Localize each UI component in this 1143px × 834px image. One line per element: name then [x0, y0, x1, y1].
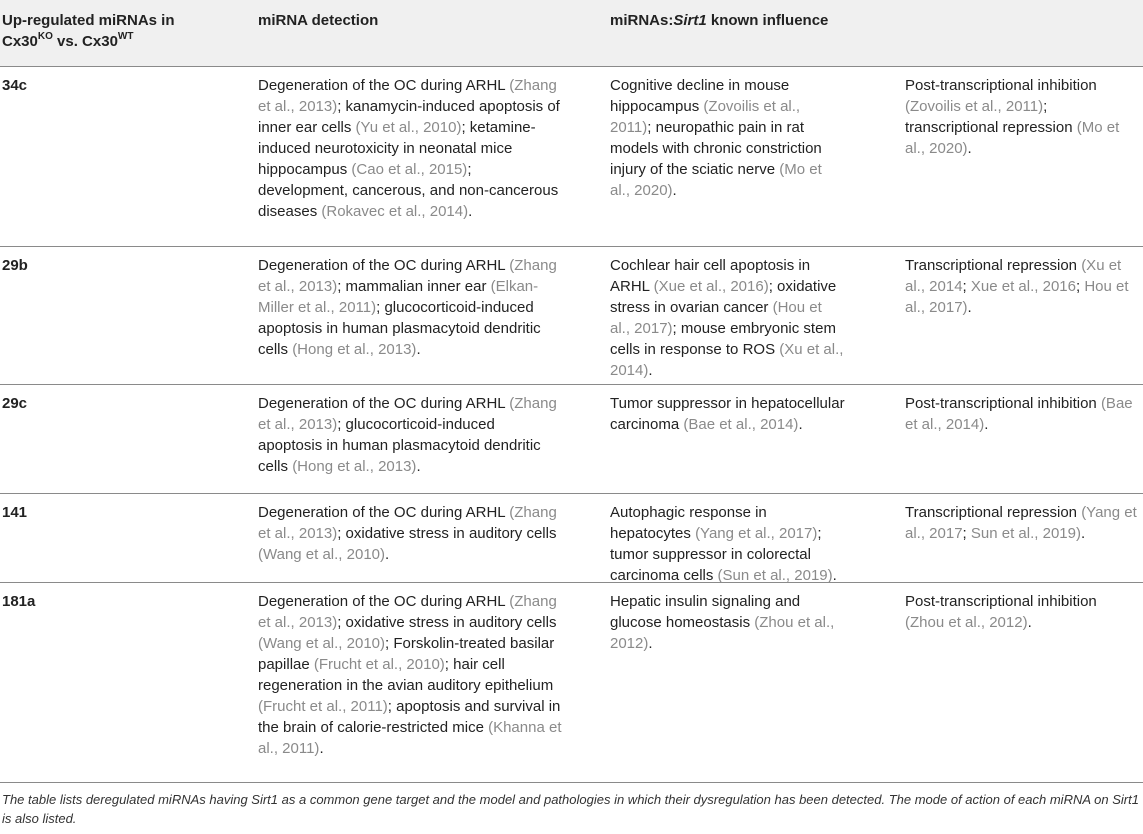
- citation-link[interactable]: (Frucht et al., 2011): [258, 698, 388, 715]
- citation-link[interactable]: (Wang et al., 2010): [258, 546, 386, 563]
- citation-link[interactable]: (Rokavec et al., 2014): [321, 203, 469, 220]
- influence-cell: [610, 393, 845, 435]
- table-footnote: The table lists deregulated miRNAs having Sirt1 as a common gene target and the model and pathologies in which their dysregulation has been detected. The mode of action of each miRNA on Sirt1 is also listed.: [2, 792, 1139, 826]
- mirna-id: 34c: [2, 77, 28, 94]
- citation-link[interactable]: (Yang et al., 2017): [695, 525, 818, 542]
- header-upregulated-mirnas: [2, 10, 232, 52]
- citation-link[interactable]: Sun et al., 2019): [970, 525, 1081, 542]
- cell-text: ; hair cell regeneration in the avian auditory epithelium: [258, 656, 554, 694]
- mode-cell: [905, 255, 1140, 318]
- table-header: [0, 0, 1143, 67]
- citation-link[interactable]: (Zhou et al., 2012): [610, 614, 835, 652]
- cell-text: Degeneration of the OC during ARHL: [258, 593, 510, 610]
- mode-cell: [905, 502, 1140, 544]
- citation-link[interactable]: (Mo et al., 2020): [610, 161, 822, 199]
- citation-link[interactable]: (Zovoilis et al., 2011): [610, 98, 801, 136]
- mirna-id: 181a: [2, 593, 36, 610]
- detection-cell: [258, 393, 563, 477]
- cell-text: .: [984, 416, 989, 433]
- citation-link[interactable]: (Bae et al., 2014): [905, 395, 1133, 433]
- cell-text: .: [648, 362, 653, 379]
- cell-text: ; glucocorticoid-induced apoptosis in human plasmacytoid dendritic cells: [258, 416, 541, 475]
- citation-link[interactable]: (Zhang et al., 2013): [258, 257, 557, 295]
- cell-text: Cognitive decline in mouse hippocampus: [610, 77, 790, 115]
- cell-text: Degeneration of the OC during ARHL: [258, 257, 510, 274]
- header-col3-gene: Sirt1: [673, 12, 707, 29]
- cell-text: Post-transcriptional inhibition: [905, 77, 1097, 94]
- header-col3-pre: miRNAs:: [610, 12, 674, 29]
- citation-link[interactable]: (Cao et al., 2015): [351, 161, 468, 178]
- cell-text: Degeneration of the OC during ARHL: [258, 395, 510, 412]
- cell-text: ; development, cancerous, and non-cancerous diseases: [258, 161, 559, 220]
- cell-text: Cochlear hair cell apoptosis in ARHL: [610, 257, 811, 295]
- cell-text: Hepatic insulin signaling and glucose homeostasis: [610, 593, 801, 631]
- cell-text: ; glucocorticoid-induced apoptosis in human plasmacytoid dendritic cells: [258, 299, 541, 358]
- cell-text: ; neuropathic pain in rat models with chronic constriction injury of the sciatic nerve: [610, 119, 822, 178]
- cell-text: ; oxidative stress in ovarian cancer: [610, 278, 837, 316]
- citation-link[interactable]: Hou et al., 2017): [905, 278, 1129, 316]
- cell-text: ;: [962, 525, 971, 542]
- cell-text: .: [672, 182, 677, 199]
- cell-text: Degeneration of the OC during ARHL: [258, 77, 510, 94]
- cell-text: ; ketamine-induced neurotoxicity in neonatal mice hippocampus: [258, 119, 536, 178]
- header-sirt1-influence: [610, 10, 828, 31]
- header-sup-wt: WT: [117, 31, 134, 42]
- mirna-id: 141: [2, 504, 28, 521]
- citation-link[interactable]: (Bae et al., 2014): [683, 416, 799, 433]
- citation-link[interactable]: (Yu et al., 2010): [355, 119, 462, 136]
- header-cx30-a: Cx30: [2, 33, 38, 50]
- cell-text: .: [798, 416, 803, 433]
- citation-link[interactable]: (Hong et al., 2013): [292, 341, 417, 358]
- influence-cell: [610, 75, 845, 201]
- citation-link[interactable]: (Zhang et al., 2013): [258, 504, 557, 542]
- cell-text: Post-transcriptional inhibition: [905, 593, 1097, 610]
- cell-text: ;: [1075, 278, 1085, 295]
- cell-text: Post-transcriptional inhibition: [905, 395, 1101, 412]
- citation-link[interactable]: (Mo et al., 2020): [905, 119, 1120, 157]
- cell-text: ; kanamycin-induced apoptosis of inner ear cells: [258, 98, 560, 136]
- cell-text: ; oxidative stress in auditory cells: [337, 525, 557, 542]
- influence-cell: [610, 502, 845, 586]
- citation-link[interactable]: (Zhang et al., 2013): [258, 593, 557, 631]
- citation-link[interactable]: (Zhou et al., 2012): [905, 614, 1028, 631]
- citation-link[interactable]: (Khanna et al., 2011): [258, 719, 562, 757]
- cell-text: .: [1027, 614, 1032, 631]
- table-row: [0, 385, 1143, 494]
- citation-link[interactable]: (Frucht et al., 2010): [313, 656, 445, 673]
- citation-link[interactable]: (Elkan-Miller et al., 2011): [258, 278, 539, 316]
- influence-cell: [610, 591, 845, 654]
- mode-cell: [905, 393, 1140, 435]
- detection-cell: [258, 75, 563, 222]
- cell-text: .: [832, 567, 837, 584]
- detection-cell: [258, 591, 563, 759]
- header-col1-line1: Up-regulated miRNAs in: [2, 12, 175, 29]
- citation-link[interactable]: (Zovoilis et al., 2011): [905, 98, 1044, 115]
- citation-link[interactable]: (Hou et al., 2017): [610, 299, 822, 337]
- cell-text: Autophagic response in hepatocytes: [610, 504, 767, 542]
- cell-text: Transcriptional repression: [905, 257, 1082, 274]
- cell-text: Tumor suppressor in hepatocellular carcinoma: [610, 395, 845, 433]
- cell-text: .: [967, 140, 972, 157]
- mirna-id: 29b: [2, 257, 28, 274]
- cell-text: .: [468, 203, 473, 220]
- citation-link[interactable]: (Yang et al., 2017: [905, 504, 1137, 542]
- cell-text: ; tumor suppressor in colorectal carcinoma cells: [610, 525, 822, 584]
- detection-cell: [258, 255, 563, 360]
- citation-link[interactable]: (Zhang et al., 2013): [258, 395, 557, 433]
- cell-text: ; oxidative stress in auditory cells: [337, 614, 557, 631]
- cell-text: ; transcriptional repression: [905, 98, 1077, 136]
- cell-text: .: [1080, 525, 1086, 542]
- detection-cell: [258, 502, 563, 565]
- citation-link[interactable]: (Xu et al., 2014: [905, 257, 1122, 295]
- cell-text: ; mammalian inner ear: [337, 278, 491, 295]
- cell-text: ; apoptosis and survival in the brain of calorie-restricted mice: [258, 698, 561, 736]
- cell-text: .: [319, 740, 324, 757]
- cell-text: ;: [962, 278, 971, 295]
- cell-text: .: [648, 635, 653, 652]
- citation-link[interactable]: (Wang et al., 2010): [258, 635, 386, 652]
- cell-text: .: [967, 299, 972, 316]
- table-row: [0, 247, 1143, 385]
- citation-link[interactable]: (Xu et al., 2014): [610, 341, 844, 379]
- cell-text: Degeneration of the OC during ARHL: [258, 504, 510, 521]
- header-mirna-detection: miRNA detection: [258, 12, 379, 29]
- citation-link[interactable]: (Xue et al., 2016): [653, 278, 769, 295]
- mirna-id: 29c: [2, 395, 28, 412]
- cell-text: .: [416, 458, 421, 475]
- cell-text: ; mouse embryonic stem cells in response to ROS: [610, 320, 836, 358]
- cell-text: .: [416, 341, 421, 358]
- header-sup-ko: KO: [37, 31, 53, 42]
- table-row: [0, 67, 1143, 247]
- header-col3-post: known influence: [706, 12, 829, 29]
- header-cx30-b: vs. Cx30: [52, 33, 118, 50]
- citation-link[interactable]: Xue et al., 2016: [970, 278, 1076, 295]
- table-row: [0, 583, 1143, 783]
- citation-link[interactable]: (Hong et al., 2013): [292, 458, 417, 475]
- citation-link[interactable]: (Zhang et al., 2013): [258, 77, 557, 115]
- citation-link[interactable]: (Sun et al., 2019): [717, 567, 833, 584]
- influence-cell: [610, 255, 845, 381]
- cell-text: ; Forskolin-treated basilar papillae: [258, 635, 555, 673]
- mode-cell: [905, 591, 1140, 633]
- mode-cell: [905, 75, 1140, 159]
- cell-text: Transcriptional repression: [905, 504, 1082, 521]
- cell-text: .: [385, 546, 390, 563]
- table-row: [0, 494, 1143, 583]
